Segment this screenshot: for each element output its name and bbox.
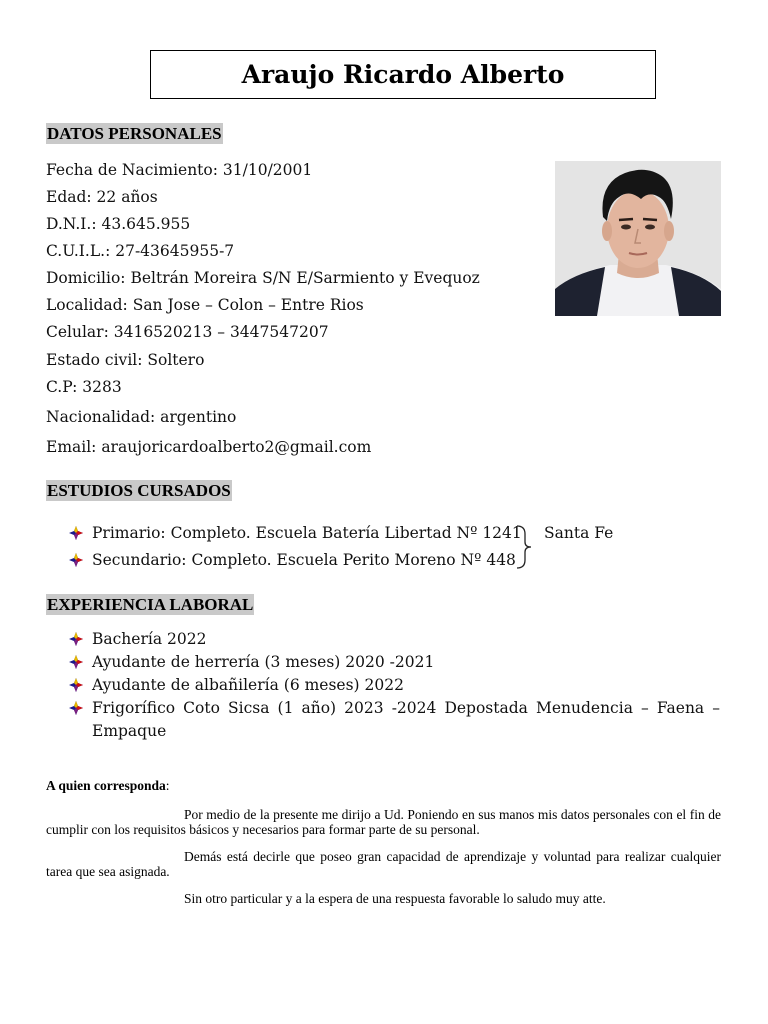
marital-status-line: Estado civil: Soltero	[46, 351, 205, 369]
dni-line: D.N.I.: 43.645.955	[46, 215, 191, 233]
study-item-secondary: Secundario: Completo. Escuela Perito Moreno Nº 448	[92, 551, 516, 569]
nationality-line: Nacionalidad: argentino	[46, 408, 237, 426]
bullet-icon	[68, 700, 84, 716]
letter-paragraph: Sin otro particular y a la espera de una respuesta favorable lo saludo muy atte.	[184, 891, 606, 906]
birth-date-line: Fecha de Nacimiento: 31/10/2001	[46, 161, 313, 179]
letter-paragraph: Por medio de la presente me dirijo a Ud. Poniendo en sus manos mis datos personales con el fin de cumplir con los requisitos básicos y necesarios para formar parte de su personal.	[46, 807, 721, 837]
experience-item: Frigorífico Coto Sicsa (1 año) 2023 -2024 Depostada Menudencia – Faena –	[92, 699, 720, 717]
section-heading-studies: ESTUDIOS CURSADOS	[47, 481, 231, 500]
bullet-icon	[68, 525, 84, 541]
bullet-icon	[68, 677, 84, 693]
postal-code-line: C.P: 3283	[46, 378, 122, 396]
right-brace-icon	[515, 524, 539, 570]
bullet-icon	[68, 654, 84, 670]
experience-item: Ayudante de albañilería (6 meses) 2022	[92, 676, 404, 694]
study-item-primary: Primario: Completo. Escuela Batería Libertad Nº 1241	[92, 524, 522, 542]
locality-line: Localidad: San Jose – Colon – Entre Rios	[46, 296, 364, 314]
cover-letter	[46, 778, 721, 906]
bullet-icon	[68, 631, 84, 647]
section-heading-personal: DATOS PERSONALES	[47, 124, 222, 143]
study-location: Santa Fe	[544, 524, 614, 542]
phone-line: Celular: 3416520213 – 3447547207	[46, 323, 329, 341]
letter-paragraph: Demás está decirle que poseo gran capacidad de aprendizaje y voluntad para realizar cualquier tarea que sea asignada.	[46, 849, 721, 879]
profile-photo	[555, 161, 721, 316]
profile-photo-illustration	[555, 161, 721, 316]
page-title: Araujo Ricardo Alberto	[241, 60, 565, 89]
bullet-icon	[68, 552, 84, 568]
experience-item: Bachería 2022	[92, 630, 207, 648]
name-title-box	[150, 50, 656, 99]
cuil-line: C.U.I.L.: 27-43645955-7	[46, 242, 235, 260]
experience-item-continuation: Empaque	[92, 722, 167, 740]
section-heading-experience: EXPERIENCIA LABORAL	[47, 595, 254, 614]
salutation: A quien corresponda	[46, 778, 166, 793]
address-line: Domicilio: Beltrán Moreira S/N E/Sarmiento y Evequoz	[46, 269, 480, 287]
salutation-colon: :	[165, 778, 170, 793]
age-line: Edad: 22 años	[46, 188, 158, 206]
email-line: Email: araujoricardoalberto2@gmail.com	[46, 438, 372, 456]
experience-item: Ayudante de herrería (3 meses) 2020 -2021	[92, 653, 435, 671]
